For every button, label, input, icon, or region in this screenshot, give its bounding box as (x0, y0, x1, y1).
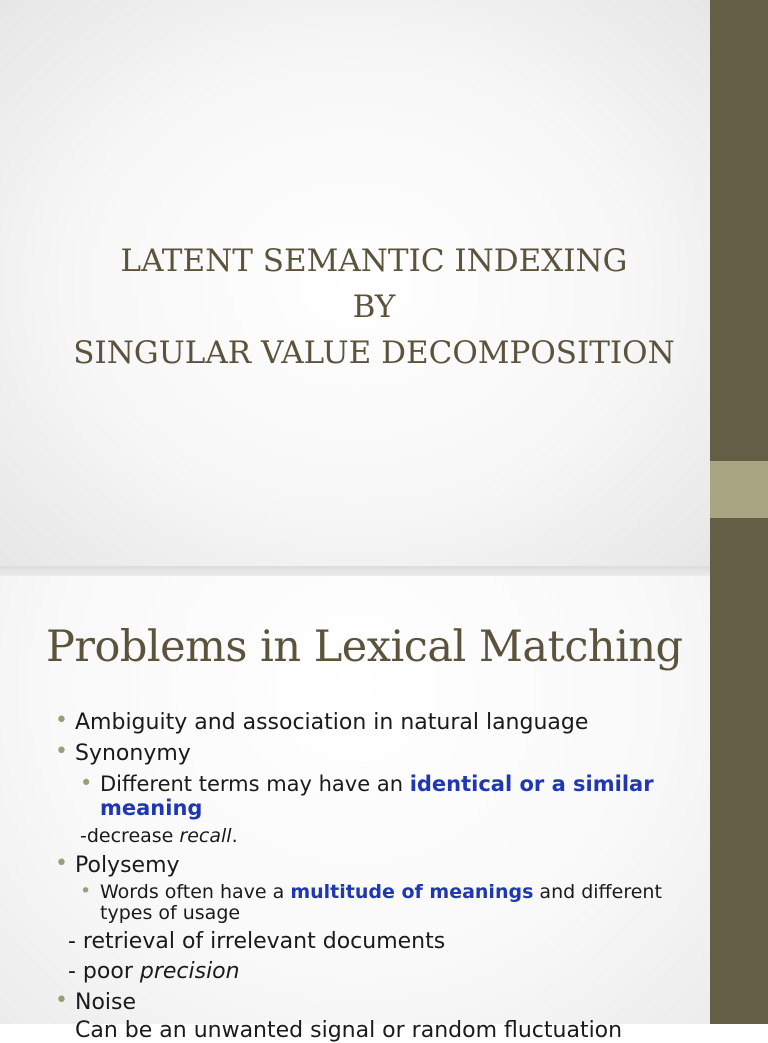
bullet-icon: • (55, 739, 68, 764)
sub-bullet-icon: • (80, 771, 93, 795)
bullet-noise: Noise (75, 990, 137, 1015)
bullet-icon: • (55, 851, 68, 876)
emphasis-meaning: meaning (100, 796, 203, 820)
bullet-polysemy: Polysemy (75, 853, 180, 878)
bullet-ambiguity: Ambiguity and association in natural language (75, 710, 589, 735)
emphasis-multitude: multitude of meanings (290, 881, 534, 903)
note-irrelevant: - retrieval of irrelevant documents (68, 929, 446, 954)
sub-bullet-polysemy-line2: types of usage (100, 902, 241, 924)
emphasis-identical: identical or a similar (409, 772, 654, 796)
sidebar-accent (710, 461, 768, 518)
title-line-1: LATENT SEMANTIC INDEXING (120, 243, 628, 279)
right-sidebar (710, 0, 768, 1024)
bullet-icon: • (55, 988, 68, 1013)
title-line-2: BY (352, 289, 396, 325)
bullet-icon: • (55, 708, 68, 733)
sub-bullet-polysemy: Words often have a multitude of meanings and different (100, 881, 662, 903)
sub-bullet-synonymy: Different terms may have an identical or a similar (100, 772, 654, 796)
bullet-synonymy: Synonymy (75, 741, 191, 766)
bullet-noise-cutoff: Can be an unwanted signal or random fluctuation (75, 1018, 623, 1043)
slide2-title: Problems in Lexical Matching (46, 622, 683, 672)
sub-bullet-icon: • (80, 880, 92, 902)
note-recall: -decrease recall. (80, 825, 238, 847)
note-precision: - poor precision (68, 959, 240, 984)
title-line-3: SINGULAR VALUE DECOMPOSITION (73, 335, 675, 371)
